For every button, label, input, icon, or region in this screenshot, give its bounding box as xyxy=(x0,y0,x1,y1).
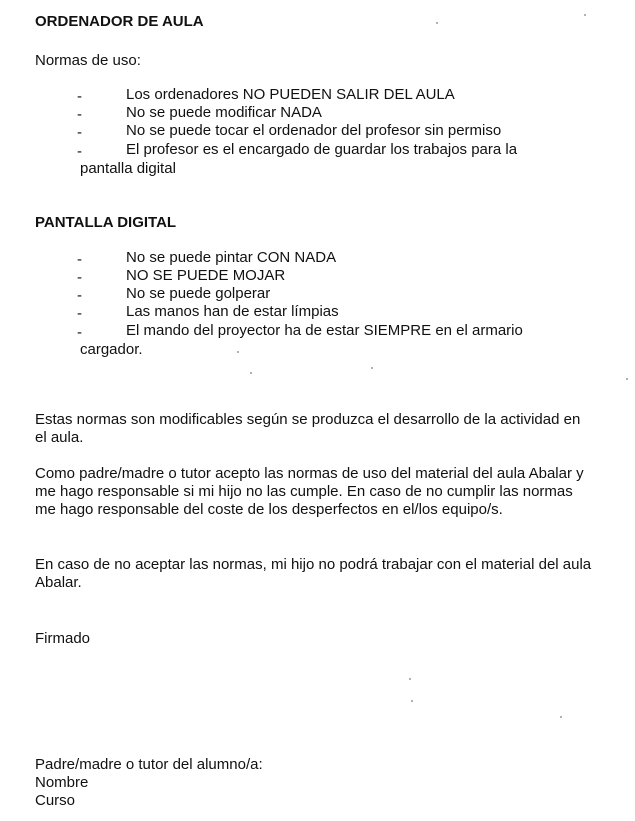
scan-speck xyxy=(371,367,373,369)
scan-speck xyxy=(626,378,628,380)
list-bullet: - xyxy=(77,324,82,341)
list-bullet: - xyxy=(77,88,82,105)
scan-speck xyxy=(436,22,438,24)
section-title-pantalla: PANTALLA DIGITAL xyxy=(35,214,177,231)
list-item-text: No se puede tocar el ordenador del profesor sin permiso xyxy=(126,122,502,139)
scan-speck xyxy=(250,372,252,374)
list-item-text: El mando del proyector ha de estar SIEMPRE en el armario xyxy=(126,322,523,339)
name-label: Nombre xyxy=(35,774,89,791)
list-item-text: El profesor es el encargado de guardar los trabajos para la xyxy=(126,141,518,158)
list-item-continuation: cargador. xyxy=(80,341,143,358)
scan-speck xyxy=(409,678,411,680)
paragraph-non-acceptance: En caso de no aceptar las normas, mi hijo no podrá trabajar con el material del aula Abalar. xyxy=(35,556,592,591)
scan-speck xyxy=(584,14,586,16)
scan-speck xyxy=(560,716,562,718)
list-bullet: - xyxy=(77,143,82,160)
list-bullet: - xyxy=(77,287,82,304)
list-item-text: No se puede modificar NADA xyxy=(126,104,322,121)
paragraph-modifiable-rules: Estas normas son modificables según se produzca el desarrollo de la actividad en el aula. xyxy=(35,411,581,446)
paragraph-guardian-acceptance: Como padre/madre o tutor acepto las normas de uso del material del aula Abalar y me hago responsable si mi hijo no las cumple. En caso de no cumplir las normas me hago responsable del coste de los desperfectos en el/los equipo/s. xyxy=(35,465,584,518)
list-bullet: - xyxy=(77,106,82,123)
list-item-text: Los ordenadores NO PUEDEN SALIR DEL AULA xyxy=(126,86,455,103)
list-item-continuation: pantalla digital xyxy=(80,160,176,177)
list-bullet: - xyxy=(77,305,82,322)
course-label: Curso xyxy=(35,792,76,809)
list-item-text: No se puede golperar xyxy=(126,285,271,302)
signed-label: Firmado xyxy=(35,630,91,647)
list-item-text: NO SE PUEDE MOJAR xyxy=(126,267,286,284)
scan-speck xyxy=(237,351,239,353)
scan-speck xyxy=(411,700,413,702)
list-bullet: - xyxy=(77,251,82,268)
list-bullet: - xyxy=(77,124,82,141)
section-title-ordenador: ORDENADOR DE AULA xyxy=(35,13,204,30)
list-item-text: No se puede pintar CON NADA xyxy=(126,249,337,266)
list-bullet: - xyxy=(77,269,82,286)
usage-rules-subtitle: Normas de uso: xyxy=(35,52,141,69)
list-item-text: Las manos han de estar límpias xyxy=(126,303,339,320)
guardian-label: Padre/madre o tutor del alumno/a: xyxy=(35,756,263,773)
